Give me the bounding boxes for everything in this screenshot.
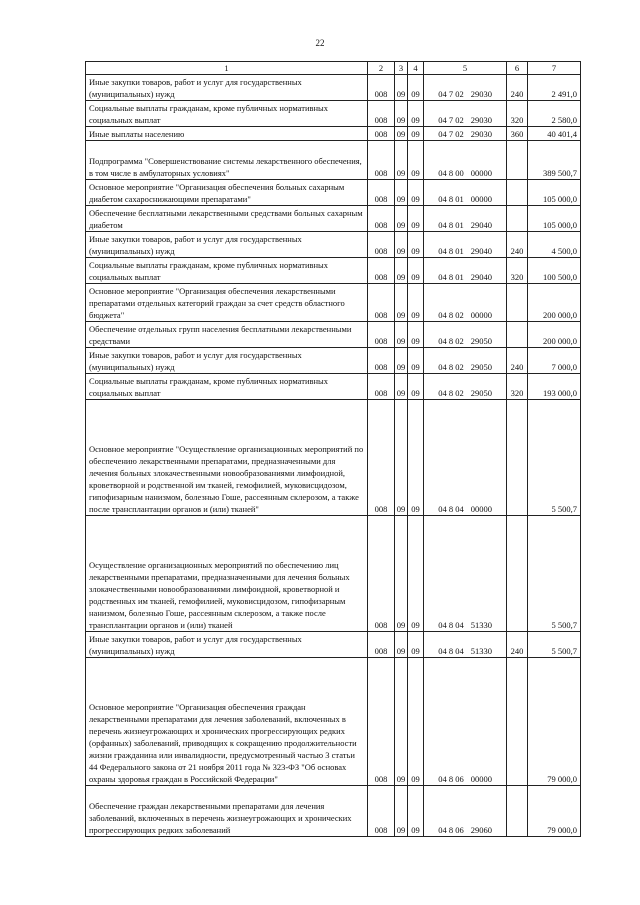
program-code: 04 [438,220,447,230]
direction-code: 51330 [470,620,492,630]
program-code: 04 [438,825,447,835]
header-cell: 4 [408,62,424,75]
program-code: 04 [438,362,447,372]
amount: 193 000,0 [528,374,581,400]
subsection-code: 09 [408,232,424,258]
expense-type-code [507,786,528,837]
budget-table [85,61,581,837]
subprogram-code: 8 [448,168,454,178]
section-code: 09 [395,127,408,141]
header-cell: 3 [395,62,408,75]
direction-code: 29030 [470,129,492,139]
target-article-code [424,180,507,206]
expense-type-code: 320 [507,258,528,284]
ministry-code: 008 [368,141,395,180]
activity-code: 06 [455,774,464,784]
subprogram-code: 8 [448,774,454,784]
table-row [86,658,581,786]
ministry-code: 008 [368,180,395,206]
target-article-code [424,516,507,632]
subsection-code: 09 [408,284,424,322]
table-row [86,101,581,127]
amount: 79 000,0 [528,786,581,837]
direction-code: 51330 [470,646,492,656]
table-row [86,232,581,258]
section-code: 09 [395,232,408,258]
program-code: 04 [438,89,447,99]
direction-code: 29030 [470,115,492,125]
subprogram-code: 7 [448,115,454,125]
ministry-code: 008 [368,206,395,232]
ministry-code: 008 [368,322,395,348]
section-code: 09 [395,322,408,348]
subsection-code: 09 [408,141,424,180]
item-name: Иные выплаты населению [86,127,368,141]
expense-type-code: 320 [507,101,528,127]
item-name: Иные закупки товаров, работ и услуг для государственных (муниципальных) нужд [86,632,368,658]
direction-code: 29060 [470,825,492,835]
amount: 5 500,7 [528,400,581,516]
ministry-code: 008 [368,127,395,141]
item-name: Основное мероприятие "Организация обеспечения граждан лекарственными препаратами для лечения заболеваний, включенных в перечень жизнеугрожающих и хронических прогрессирующих редких (орфанных) заболеваний, приводящих к сокращению продолжительности жизни гражданина или инвалидности, предусмотренный частью 3 статьи 44 Федерального закона от 21 ноября 2011 года № 323-ФЗ "Об основах охраны здоровья граждан в Российской Федерации" [86,658,368,786]
table-row [86,786,581,837]
target-article-code [424,322,507,348]
target-article-code [424,374,507,400]
section-code: 09 [395,348,408,374]
activity-code: 00 [455,168,464,178]
header-cell: 5 [424,62,507,75]
amount: 40 401,4 [528,127,581,141]
target-article-code [424,101,507,127]
program-code: 04 [438,115,447,125]
item-name: Обеспечение граждан лекарственными препаратами для лечения заболеваний, включенных в перечень жизнеугрожающих и хронических прогрессирующих редких заболеваний [86,786,368,837]
target-article-code [424,127,507,141]
section-code: 09 [395,516,408,632]
item-name: Обеспечение бесплатными лекарственными средствами больных сахарным диабетом [86,206,368,232]
expense-type-code [507,206,528,232]
section-code: 09 [395,206,408,232]
table-row [86,206,581,232]
expense-type-code: 240 [507,75,528,101]
table-row [86,127,581,141]
section-code: 09 [395,284,408,322]
expense-type-code: 240 [507,232,528,258]
item-name: Подпрограмма "Совершенствование системы лекарственного обеспечения, в том числе в амбулаторных условиях" [86,141,368,180]
direction-code: 00000 [470,194,492,204]
table-row [86,284,581,322]
expense-type-code [507,516,528,632]
target-article-code [424,284,507,322]
subsection-code: 09 [408,374,424,400]
expense-type-code: 320 [507,374,528,400]
subprogram-code: 8 [448,272,454,282]
table-row [86,516,581,632]
direction-code: 29050 [470,362,492,372]
subprogram-code: 7 [448,129,454,139]
ministry-code: 008 [368,348,395,374]
subsection-code: 09 [408,75,424,101]
ministry-code: 008 [368,658,395,786]
amount: 5 500,7 [528,516,581,632]
expense-type-code: 360 [507,127,528,141]
item-name: Обеспечение отдельных групп населения бесплатными лекарственными средствами [86,322,368,348]
expense-type-code [507,284,528,322]
subsection-code: 09 [408,180,424,206]
activity-code: 04 [455,504,464,514]
ministry-code: 008 [368,101,395,127]
table-row [86,258,581,284]
amount: 2 491,0 [528,75,581,101]
amount: 100 500,0 [528,258,581,284]
subprogram-code: 8 [448,620,454,630]
target-article-code [424,206,507,232]
expense-type-code: 240 [507,632,528,658]
section-code: 09 [395,75,408,101]
section-code: 09 [395,101,408,127]
expense-type-code [507,180,528,206]
subprogram-code: 8 [448,825,454,835]
direction-code: 29030 [470,89,492,99]
expense-type-code: 240 [507,348,528,374]
program-code: 04 [438,388,447,398]
section-code: 09 [395,141,408,180]
ministry-code: 008 [368,232,395,258]
activity-code: 02 [455,336,464,346]
subsection-code: 09 [408,258,424,284]
ministry-code: 008 [368,516,395,632]
amount: 79 000,0 [528,658,581,786]
header-cell: 6 [507,62,528,75]
activity-code: 01 [455,220,464,230]
target-article-code [424,348,507,374]
section-code: 09 [395,180,408,206]
program-code: 04 [438,272,447,282]
activity-code: 01 [455,272,464,282]
table-row [86,75,581,101]
table-row [86,348,581,374]
item-name: Основное мероприятие "Организация обеспечения лекарственными препаратами отдельных категорий граждан за счет средств областного бюджета" [86,284,368,322]
subsection-code: 09 [408,400,424,516]
activity-code: 01 [455,194,464,204]
table-row [86,180,581,206]
item-name: Иные закупки товаров, работ и услуг для государственных (муниципальных) нужд [86,75,368,101]
amount: 389 500,7 [528,141,581,180]
amount: 7 000,0 [528,348,581,374]
item-name: Основное мероприятие "Осуществление организационных мероприятий по обеспечению лекарственными препаратами, предназначенными для лечения больных злокачественными новообразованиями лимфоидной, кроветворной и родственной им тканей, гемофилией, муковисцидозом, гипофизарным нанизмом, болезнью Гоше, рассеянным склерозом, а также после трансплантации органов и (или) тканей" [86,400,368,516]
program-code: 04 [438,774,447,784]
item-name: Социальные выплаты гражданам, кроме публичных нормативных социальных выплат [86,374,368,400]
item-name: Социальные выплаты гражданам, кроме публичных нормативных социальных выплат [86,258,368,284]
activity-code: 02 [455,129,464,139]
subprogram-code: 7 [448,89,454,99]
direction-code: 00000 [470,168,492,178]
direction-code: 00000 [470,774,492,784]
program-code: 04 [438,620,447,630]
section-code: 09 [395,632,408,658]
direction-code: 29040 [470,220,492,230]
section-code: 09 [395,658,408,786]
subprogram-code: 8 [448,194,454,204]
page-number: 22 [315,38,325,48]
header-cell: 1 [86,62,368,75]
ministry-code: 008 [368,632,395,658]
header-cell: 2 [368,62,395,75]
header-cell: 7 [528,62,581,75]
table-header-row [86,62,581,75]
target-article-code [424,232,507,258]
ministry-code: 008 [368,374,395,400]
activity-code: 02 [455,310,464,320]
subprogram-code: 8 [448,646,454,656]
subsection-code: 09 [408,632,424,658]
activity-code: 04 [455,646,464,656]
subprogram-code: 8 [448,310,454,320]
activity-code: 06 [455,825,464,835]
ministry-code: 008 [368,258,395,284]
direction-code: 29040 [470,272,492,282]
table-row [86,141,581,180]
direction-code: 00000 [470,310,492,320]
target-article-code [424,658,507,786]
subsection-code: 09 [408,516,424,632]
program-code: 04 [438,310,447,320]
activity-code: 04 [455,620,464,630]
subprogram-code: 8 [448,336,454,346]
target-article-code [424,258,507,284]
direction-code: 29050 [470,336,492,346]
target-article-code [424,632,507,658]
subsection-code: 09 [408,786,424,837]
subprogram-code: 8 [448,388,454,398]
subprogram-code: 8 [448,362,454,372]
subprogram-code: 8 [448,246,454,256]
table-row [86,374,581,400]
subsection-code: 09 [408,322,424,348]
program-code: 04 [438,336,447,346]
target-article-code [424,141,507,180]
direction-code: 29040 [470,246,492,256]
subsection-code: 09 [408,348,424,374]
expense-type-code [507,141,528,180]
program-code: 04 [438,168,447,178]
item-name: Осуществление организационных мероприятий по обеспечению лиц лекарственными препаратами, предназначенными для лечения больных злокачественными новообразованиями лимфоидной, кроветворной и родственных им тканей, гемофилией, муковисцидозом, гипофизарным нанизмом, болезнью Гоше, рассеянным склерозом, а также после трансплантации органов и (или) тканей [86,516,368,632]
program-code: 04 [438,246,447,256]
subprogram-code: 8 [448,220,454,230]
target-article-code [424,75,507,101]
ministry-code: 008 [368,75,395,101]
subprogram-code: 8 [448,504,454,514]
subsection-code: 09 [408,101,424,127]
ministry-code: 008 [368,284,395,322]
program-code: 04 [438,504,447,514]
section-code: 09 [395,786,408,837]
direction-code: 00000 [470,504,492,514]
target-article-code [424,400,507,516]
budget-table-body [86,62,581,837]
section-code: 09 [395,374,408,400]
ministry-code: 008 [368,786,395,837]
subsection-code: 09 [408,206,424,232]
subsection-code: 09 [408,658,424,786]
section-code: 09 [395,258,408,284]
table-row [86,322,581,348]
amount: 5 500,7 [528,632,581,658]
ministry-code: 008 [368,400,395,516]
direction-code: 29050 [470,388,492,398]
program-code: 04 [438,646,447,656]
program-code: 04 [438,194,447,204]
activity-code: 02 [455,115,464,125]
expense-type-code [507,400,528,516]
amount: 4 500,0 [528,232,581,258]
expense-type-code [507,658,528,786]
amount: 200 000,0 [528,322,581,348]
item-name: Иные закупки товаров, работ и услуг для государственных (муниципальных) нужд [86,348,368,374]
target-article-code [424,786,507,837]
expense-type-code [507,322,528,348]
item-name: Основное мероприятие "Организация обеспечения больных сахарным диабетом сахароснижающими препаратами" [86,180,368,206]
amount: 200 000,0 [528,284,581,322]
activity-code: 02 [455,388,464,398]
table-row [86,400,581,516]
activity-code: 02 [455,89,464,99]
amount: 2 580,0 [528,101,581,127]
activity-code: 01 [455,246,464,256]
program-code: 04 [438,129,447,139]
table-row [86,632,581,658]
item-name: Иные закупки товаров, работ и услуг для государственных (муниципальных) нужд [86,232,368,258]
amount: 105 000,0 [528,206,581,232]
activity-code: 02 [455,362,464,372]
subsection-code: 09 [408,127,424,141]
amount: 105 000,0 [528,180,581,206]
item-name: Социальные выплаты гражданам, кроме публичных нормативных социальных выплат [86,101,368,127]
section-code: 09 [395,400,408,516]
